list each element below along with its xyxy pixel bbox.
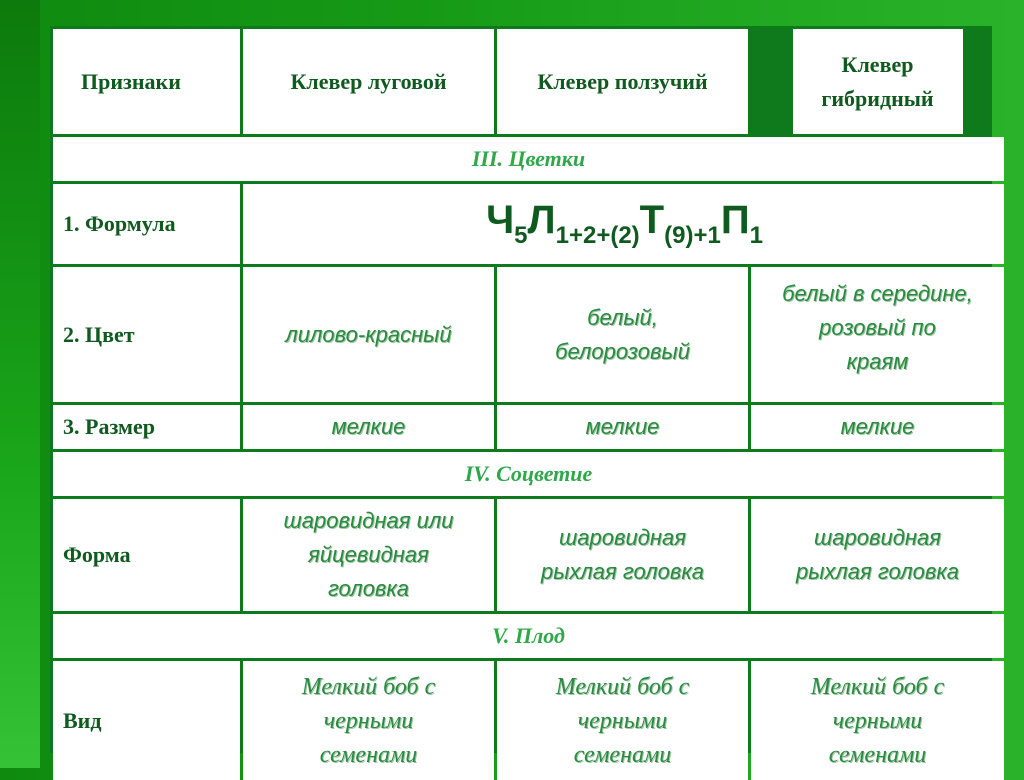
kind-value: Мелкий боб с черными семенами: [243, 661, 494, 780]
row-label-formula: 1. Формула: [53, 184, 240, 264]
formula-part: $Ч_5$: [486, 198, 528, 249]
formula-part: $П_1$: [720, 198, 763, 249]
kind-value: Мелкий боб с черными семенами: [497, 661, 748, 780]
size-value: мелкие: [243, 405, 494, 449]
shape-value: шаровидная рыхлая головка: [751, 499, 1004, 611]
formula-part: $Л_{1+2+(2)}$: [527, 198, 640, 249]
shape-value: шаровидная рыхлая головка: [497, 499, 748, 611]
header-features: Признаки: [53, 29, 240, 134]
size-value: мелкие: [751, 405, 1004, 449]
shape-value: шаровидная или яйцевидная головка: [243, 499, 494, 611]
left-decor-band: [0, 0, 40, 768]
row-label-kind: Вид: [53, 661, 240, 780]
color-value: белый, белорозовый: [497, 267, 748, 402]
section-flowers: III. Цветки: [53, 137, 1004, 181]
flower-formula: [243, 184, 1004, 264]
section-inflorescence: IV. Соцветие: [53, 452, 1004, 496]
clover-comparison-table: [50, 26, 992, 768]
section-fruit: V. Плод: [53, 614, 1004, 658]
row-label-shape: Форма: [53, 499, 240, 611]
header-hybrid-clover: Клевер гибридный: [793, 29, 963, 134]
formula-part: $Т_{(9)+1}$: [639, 198, 721, 249]
row-label-size: 3. Размер: [53, 405, 240, 449]
header-white-clover: Клевер ползучий: [497, 29, 748, 134]
kind-value: Мелкий боб с черными семенами: [751, 661, 1004, 780]
color-value: белый в середине, розовый по краям: [751, 267, 1004, 402]
header-red-clover: Клевер луговой: [243, 29, 494, 134]
size-value: мелкие: [497, 405, 748, 449]
row-label-color: 2. Цвет: [53, 267, 240, 402]
color-value: лилово-красный: [243, 267, 494, 402]
